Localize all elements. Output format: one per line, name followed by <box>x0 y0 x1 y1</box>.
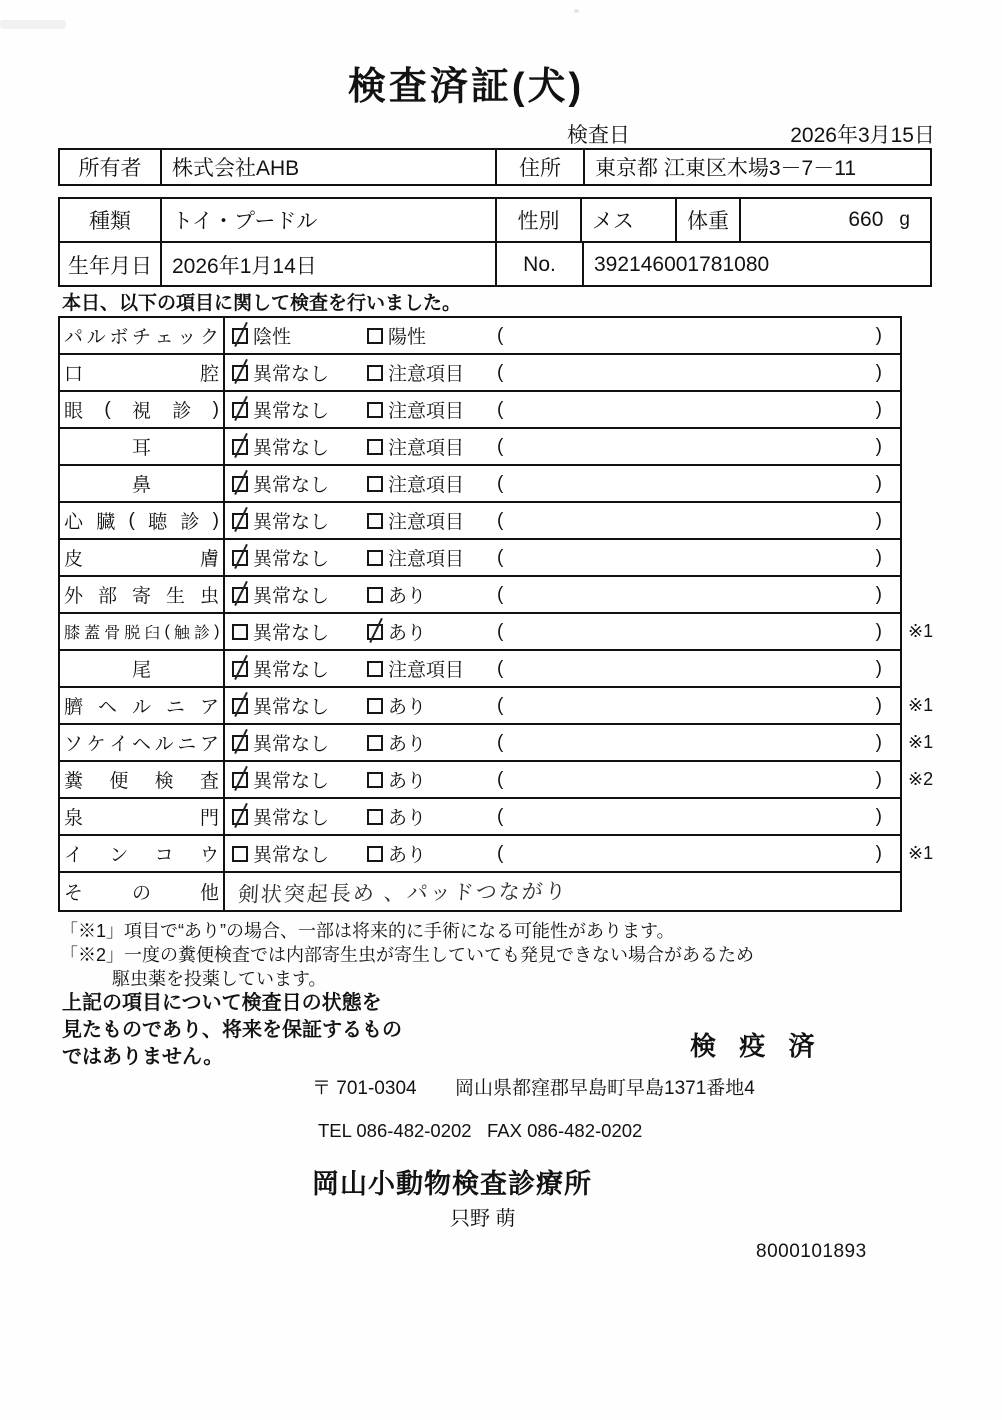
checkbox-unchecked-icon <box>367 661 383 677</box>
option-label: 異常なし <box>253 475 330 496</box>
option-label: 注意項目 <box>388 438 465 459</box>
address-value: 東京都 江東区木場3－7－11 <box>583 150 930 184</box>
row-label-char: 門 <box>199 808 219 829</box>
option <box>367 581 497 608</box>
checklist-row <box>60 466 900 503</box>
checklist-row <box>60 799 900 836</box>
option-label: 異常なし <box>253 364 330 385</box>
checklist-row <box>60 429 900 466</box>
paren-close: ) <box>875 583 882 605</box>
row-label-char: 寄 <box>131 586 151 607</box>
row-label-char: ニ <box>165 697 185 718</box>
row-label-char: そ <box>64 883 84 904</box>
option-label: あり <box>388 771 427 792</box>
row-label-char: パ <box>64 327 84 348</box>
option <box>232 359 367 386</box>
row-note: ※1 <box>908 621 934 641</box>
row-note: ※1 <box>908 843 934 863</box>
option <box>232 433 367 460</box>
option <box>232 322 367 349</box>
option-label: 注意項目 <box>388 401 465 422</box>
row-options <box>225 392 900 427</box>
paren-open: ( <box>497 694 504 716</box>
option-label: 注意項目 <box>388 660 465 681</box>
row-label <box>60 688 225 723</box>
paren-close: ) <box>875 731 882 753</box>
paren-open: ( <box>497 842 504 864</box>
row-options <box>225 688 900 723</box>
option-label: 陰性 <box>253 327 292 348</box>
checkbox-checked-icon <box>232 698 248 714</box>
paren-open: ( <box>497 435 504 457</box>
checkbox-checked-icon <box>232 513 248 529</box>
disclaimer-text <box>62 990 402 1071</box>
checkbox-unchecked-icon <box>367 439 383 455</box>
option-label: 異常なし <box>253 586 330 607</box>
paren-close: ) <box>875 768 882 790</box>
animal-table-row-2 <box>60 243 930 286</box>
footnote-1: 「※1」項目で“あり”の場合、一部は将来的に手術になる可能性があります。 <box>60 921 675 941</box>
examiner-name: 只野 萌 <box>450 1208 516 1230</box>
row-label <box>60 762 225 797</box>
row-note: ※2 <box>908 769 934 789</box>
row-options <box>225 762 900 797</box>
row-label-char: 外 <box>64 586 84 607</box>
option <box>367 544 497 571</box>
row-options <box>225 503 900 538</box>
option-label: 異常なし <box>253 512 330 533</box>
row-label-char: 骨 <box>104 625 120 642</box>
row-label <box>60 540 225 575</box>
clinic-address: 岡山県都窪郡早島町早島1371番地4 <box>455 1078 755 1099</box>
weight-label: 体重 <box>675 199 739 241</box>
paren-open: ( <box>497 731 504 753</box>
row-options <box>225 355 900 390</box>
microchip-no-value: 392146001781080 <box>582 243 930 286</box>
row-options <box>225 873 900 910</box>
row-label-char: ル <box>131 697 151 718</box>
checklist-row-other <box>60 873 900 910</box>
disclaimer-line-2: 見たものであり、将来を保証するもの <box>62 1019 402 1041</box>
checkbox-unchecked-icon <box>367 698 383 714</box>
paren-close: ) <box>875 324 882 346</box>
scan-dot <box>574 9 579 13</box>
checkbox-unchecked-icon <box>367 809 383 825</box>
checklist-row <box>60 503 900 540</box>
inspection-date-label: 検査日 <box>567 124 630 147</box>
row-label <box>60 429 225 464</box>
option <box>367 766 497 793</box>
option-label: 異常なし <box>253 845 330 866</box>
option <box>367 470 497 497</box>
option <box>367 692 497 719</box>
checklist-row <box>60 614 934 651</box>
option-label: 異常なし <box>253 401 330 422</box>
row-label-char: 診 <box>172 401 192 422</box>
option-label: 異常なし <box>253 771 330 792</box>
row-label-char: ウ <box>199 845 219 866</box>
row-label-char: ケ <box>86 734 106 755</box>
birthdate-label: 生年月日 <box>68 254 152 278</box>
footnote-2: 「※2」一度の糞便検査では内部寄生虫が寄生していても発見できない場合があるため <box>60 945 755 965</box>
option <box>232 581 367 608</box>
option-label: あり <box>388 586 427 607</box>
row-label-char: 皮 <box>64 549 84 570</box>
option <box>232 618 367 645</box>
option-label: あり <box>388 845 427 866</box>
row-label-char: ク <box>199 327 219 348</box>
option-label: あり <box>388 808 427 829</box>
scan-smudge <box>0 20 66 29</box>
quarantine-stamp: 検 疫 済 <box>690 1031 823 1061</box>
option-label: 注意項目 <box>388 364 465 385</box>
no-label: No. <box>495 243 582 286</box>
row-label-char: ン <box>109 845 129 866</box>
row-label-char: ア <box>199 697 219 718</box>
handwritten-remark: 剣状突起長め 、パッドつながり <box>237 879 569 907</box>
row-label-char: 臓 <box>96 512 116 533</box>
row-options <box>225 466 900 501</box>
checkbox-unchecked-icon <box>367 587 383 603</box>
breed-label: 種類 <box>89 210 131 233</box>
sex-value: メス <box>580 199 675 241</box>
checklist-row <box>60 392 900 429</box>
disclaimer-line-1: 上記の項目について検査日の状態を <box>62 992 382 1014</box>
row-options <box>225 577 900 612</box>
option <box>232 766 367 793</box>
row-label-char: ( <box>164 622 170 640</box>
option <box>232 729 367 756</box>
animal-table-row-1 <box>60 199 930 243</box>
checkbox-checked-icon <box>232 476 248 492</box>
option <box>367 729 497 756</box>
paren-open: ( <box>497 768 504 790</box>
checkbox-checked-icon <box>232 735 248 751</box>
option-label: あり <box>388 697 427 718</box>
checkbox-unchecked-icon <box>367 476 383 492</box>
row-label-char: ソ <box>64 734 84 755</box>
weight-value: 660 <box>848 208 884 231</box>
row-label-char: チ <box>131 327 151 348</box>
clinic-name: 岡山小動物検査診療所 <box>312 1169 592 1199</box>
row-label-char: 鼻 <box>131 475 151 496</box>
row-label <box>60 503 225 538</box>
row-label-char: 耳 <box>131 438 151 459</box>
checklist-row <box>60 355 900 392</box>
checkbox-unchecked-icon <box>367 550 383 566</box>
footnote-2-continued: 駆虫薬を投薬しています。 <box>112 969 327 989</box>
checkbox-unchecked-icon <box>367 402 383 418</box>
inspection-date-row <box>0 119 935 145</box>
paren-open: ( <box>497 472 504 494</box>
row-label <box>60 614 225 649</box>
option-label: 異常なし <box>253 808 330 829</box>
inspection-date-value: 2026年3月15日 <box>790 124 935 147</box>
option <box>232 470 367 497</box>
paren-open: ( <box>497 805 504 827</box>
row-label-char: 脱 <box>124 625 140 642</box>
row-options <box>225 614 900 649</box>
row-label-char: の <box>131 883 151 904</box>
row-label-char: 膝 <box>64 625 80 642</box>
option <box>367 618 497 645</box>
option <box>232 655 367 682</box>
row-options <box>225 318 900 353</box>
row-label-char: ル <box>154 734 174 755</box>
row-label <box>60 466 225 501</box>
animal-table <box>58 197 932 287</box>
row-label <box>60 651 225 686</box>
row-label-char: 腔 <box>199 364 219 385</box>
row-label-char: 臼 <box>144 625 160 642</box>
row-label-char: 虫 <box>199 586 219 607</box>
row-label-char: 検 <box>154 771 174 792</box>
row-label-char: イ <box>109 734 129 755</box>
row-label-char: ) <box>212 398 219 420</box>
checkbox-checked-icon <box>232 809 248 825</box>
row-label <box>60 799 225 834</box>
row-label-char: ニ <box>177 734 197 755</box>
row-label-char: 心 <box>64 512 84 533</box>
option-label: 注意項目 <box>388 475 465 496</box>
weight-unit: g <box>899 209 910 230</box>
checkbox-unchecked-icon <box>367 365 383 381</box>
checkbox-checked-icon <box>232 402 248 418</box>
checklist-row <box>60 651 900 688</box>
paren-close: ) <box>875 694 882 716</box>
row-label-char: 口 <box>64 364 84 385</box>
checkbox-unchecked-icon <box>367 846 383 862</box>
paren-open: ( <box>497 398 504 420</box>
option <box>367 322 497 349</box>
row-label-char: 蓋 <box>84 625 100 642</box>
paren-close: ) <box>875 657 882 679</box>
row-label-char: ア <box>199 734 219 755</box>
row-label-char: ヘ <box>131 734 151 755</box>
intro-sentence: 本日、以下の項目に関して検査を行いました。 <box>62 293 462 314</box>
row-label-char: ェ <box>154 327 174 348</box>
paren-close: ) <box>875 398 882 420</box>
weight-value-cell <box>739 199 930 241</box>
paren-open: ( <box>497 324 504 346</box>
row-options <box>225 540 900 575</box>
option <box>367 433 497 460</box>
row-label-char: 生 <box>165 586 185 607</box>
option-label: 異常なし <box>253 623 330 644</box>
checkbox-checked-icon <box>232 439 248 455</box>
option <box>232 803 367 830</box>
checkbox-unchecked-icon <box>367 513 383 529</box>
paren-open: ( <box>497 361 504 383</box>
option <box>232 507 367 534</box>
checkbox-checked-icon <box>232 587 248 603</box>
paren-close: ) <box>875 472 882 494</box>
row-label-char: 眼 <box>64 401 84 422</box>
option <box>232 396 367 423</box>
row-label-char: ッ <box>177 327 197 348</box>
checkbox-checked-icon <box>232 772 248 788</box>
option <box>367 507 497 534</box>
sex-label: 性別 <box>495 199 580 241</box>
row-label-char: 尾 <box>131 660 151 681</box>
checkbox-unchecked-icon <box>367 772 383 788</box>
row-label-char: ボ <box>109 327 129 348</box>
row-label <box>60 577 225 612</box>
checklist-row <box>60 318 900 355</box>
paren-open: ( <box>497 620 504 642</box>
option-label: 注意項目 <box>388 549 465 570</box>
paren-close: ) <box>875 435 882 457</box>
clinic-tel-fax: TEL 086-482-0202 FAX 086-482-0202 <box>318 1120 643 1141</box>
row-label <box>60 873 225 910</box>
option <box>367 359 497 386</box>
paren-close: ) <box>875 361 882 383</box>
option <box>232 544 367 571</box>
breed-value: トイ・プードル <box>160 199 495 241</box>
checkbox-checked-icon <box>367 624 383 640</box>
row-label-char: イ <box>64 845 84 866</box>
paren-open: ( <box>497 657 504 679</box>
row-label-char: 臍 <box>64 697 84 718</box>
option-label: 異常なし <box>253 660 330 681</box>
option-label: 注意項目 <box>388 512 465 533</box>
option <box>232 840 367 867</box>
row-label-char: ) <box>214 622 219 640</box>
row-label-char: ( <box>104 398 111 420</box>
option-label: あり <box>388 623 427 644</box>
paren-close: ) <box>875 842 882 864</box>
row-label-char: 膚 <box>199 549 219 570</box>
checkbox-checked-icon <box>232 550 248 566</box>
option-label: 異常なし <box>253 734 330 755</box>
row-label-char: コ <box>154 845 174 866</box>
option <box>367 396 497 423</box>
row-label-char: 糞 <box>64 771 84 792</box>
row-label <box>60 355 225 390</box>
checkbox-unchecked-icon <box>367 328 383 344</box>
row-options <box>225 836 900 871</box>
row-options <box>225 725 900 760</box>
row-label-char: 触 <box>173 625 190 642</box>
checkbox-unchecked-icon <box>232 624 248 640</box>
checklist-row <box>60 725 934 762</box>
row-label-char: 診 <box>180 512 200 533</box>
row-label <box>60 836 225 871</box>
option <box>367 803 497 830</box>
option-label: 異常なし <box>253 549 330 570</box>
checklist-row <box>60 577 900 614</box>
checklist-row <box>60 836 934 873</box>
row-label-char: ヘ <box>97 697 117 718</box>
checklist-row <box>60 762 934 799</box>
option <box>232 692 367 719</box>
paren-open: ( <box>497 546 504 568</box>
owner-table <box>58 148 932 186</box>
checkbox-unchecked-icon <box>367 735 383 751</box>
row-note: ※1 <box>908 695 934 715</box>
paren-open: ( <box>497 509 504 531</box>
paren-close: ) <box>875 620 882 642</box>
paren-close: ) <box>875 546 882 568</box>
serial-number: 8000101893 <box>756 1241 867 1262</box>
row-options <box>225 651 900 686</box>
row-label-char: 泉 <box>64 808 84 829</box>
row-label-char: 聴 <box>148 512 168 533</box>
option-label: 異常なし <box>253 697 330 718</box>
birthdate-value: 2026年1月14日 <box>160 243 495 286</box>
owner-label: 所有者 <box>78 157 142 180</box>
option <box>367 655 497 682</box>
option <box>367 840 497 867</box>
disclaimer-line-3: ではありません。 <box>62 1046 224 1068</box>
checklist-row <box>60 540 900 577</box>
option-label: 異常なし <box>253 438 330 459</box>
row-options <box>225 799 900 834</box>
row-label-char: 査 <box>199 771 219 792</box>
checkbox-checked-icon <box>232 328 248 344</box>
checklist-row <box>60 688 934 725</box>
checkbox-unchecked-icon <box>232 846 248 862</box>
checklist-table <box>58 316 934 912</box>
row-note: ※1 <box>908 732 934 752</box>
page-title: 検査済証(犬) <box>347 66 585 108</box>
row-options <box>225 429 900 464</box>
row-label-char: 部 <box>97 586 117 607</box>
row-label <box>60 318 225 353</box>
checkbox-checked-icon <box>232 661 248 677</box>
row-label <box>60 392 225 427</box>
row-label-char: ) <box>212 509 219 531</box>
option-label: あり <box>388 734 427 755</box>
row-label-char: 便 <box>109 771 129 792</box>
paren-close: ) <box>875 805 882 827</box>
paren-open: ( <box>497 583 504 605</box>
row-label-char: ル <box>86 327 106 348</box>
owner-value: 株式会社AHB <box>160 150 495 184</box>
row-label <box>60 725 225 760</box>
checkbox-checked-icon <box>232 365 248 381</box>
clinic-postal-code: 〒 701-0304 <box>312 1078 417 1099</box>
option-label: 陽性 <box>388 327 427 348</box>
row-label-char: 他 <box>199 883 219 904</box>
address-label: 住所 <box>495 150 583 184</box>
row-label-char: ( <box>128 509 135 531</box>
paren-close: ) <box>875 509 882 531</box>
row-label-char: 診 <box>193 625 210 642</box>
row-label-char: 視 <box>131 401 151 422</box>
